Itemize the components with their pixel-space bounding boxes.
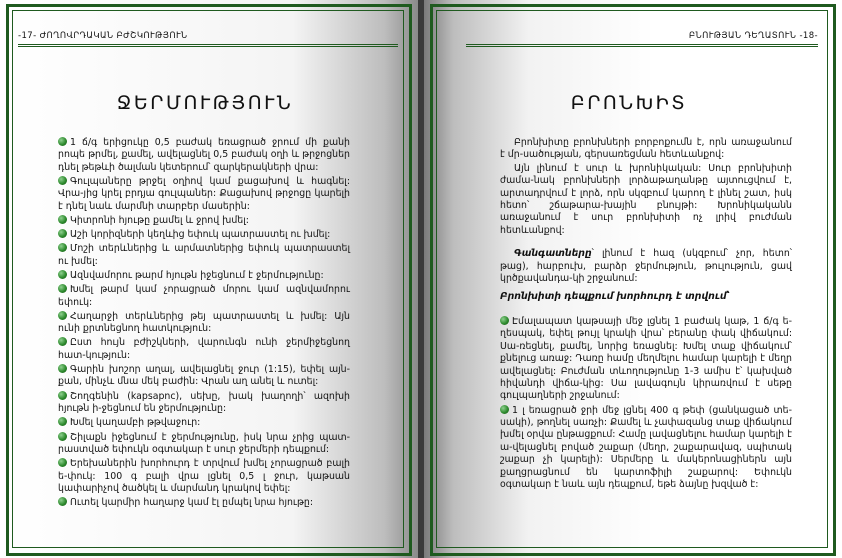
bullet-icon xyxy=(58,176,67,185)
bullet-icon xyxy=(58,137,67,146)
section-subheading: Բրոնխիտի դեպքում խորհուրդ է տրվում՝ xyxy=(500,291,730,303)
header-rule xyxy=(466,44,818,47)
left-page xyxy=(0,0,418,558)
list-item: Գուլպաները թրջել օղիով կամ քացախով և հագնել: Վրա-յից կրել բրդյա գուլպաներ: Քացախով թրջոցը կարելի է դնել նաև մարմնի տարբեր մասերին: xyxy=(58,176,350,212)
bullet-icon xyxy=(58,311,67,320)
bullet-icon xyxy=(58,497,67,506)
bullet-icon xyxy=(58,364,67,373)
bullet-icon xyxy=(58,417,67,426)
bullet-icon xyxy=(58,284,67,293)
bullet-icon xyxy=(58,270,67,279)
list-item: Խմել կաղամբի թթվաջուր: xyxy=(58,417,350,429)
list-item: Աշի կորիզների կեղևից եփուկ պատրաստել ու խմել: xyxy=(58,229,350,241)
list-item: Էմալապատ կաթսայի մեջ լցնել 1 բաժակ կաթ, 1 ճ/գ ե-ղեսպակ, եփել թույլ կրակի վրա՝ բերանը փակ վիճակում: Սա-ռեցնել, քամել, նորից եռացնել: Խմել տաք վիճակում՝ քնելուց առաջ: Դառը համը մեղմելու համար կարելի է մեղր ավելացնել: Բուժման տևողությունը 1-3 ամիս է՝ կախված հիվանդի վիճա-կից: Սա լավագույն կիրառվում է սեթը գուլպաղների շրջանում: xyxy=(500,315,792,402)
bullet-icon xyxy=(58,229,67,238)
page-body xyxy=(500,137,792,493)
symptoms-paragraph xyxy=(500,248,792,285)
bullet-icon xyxy=(500,405,509,414)
list-item: Կիտրոնի հյութը քամել և ջրով խմել: xyxy=(58,215,350,227)
list-item: Ուտել կարմիր հաղարջ կամ էլ ըմպել նրա հյութը: xyxy=(58,497,350,509)
bullet-icon xyxy=(500,316,509,325)
list-item: Մոշի տերևներից և արմատներից եփուկ պատրաստել ու խմել: xyxy=(58,243,350,267)
bullet-icon xyxy=(58,391,67,400)
list-item: 1 լ եռացրած ջրի մեջ լցնել 400 գ թեփ (ցանկացած տե-սակի), թողնել սառչի: Քամել և չափազանց տաք վիճակում խմել օրվա ընթացքում: Համը լավացնելու համար կարելի է ա-վելացնել բոված շաքար (մեղր, շաքարավազ, սպիտակ շաքար չի կարելի): Սերմերը և մակերոնացիներն այն քաղցրացնում են կարտոֆիլի շաքարով: Եփուկն օգտակար է նաև այն դեպքում, եթե ձայնը խզված է: xyxy=(500,404,792,490)
page-title: ԲՐՈՆԽԻՏ xyxy=(570,92,688,114)
header-rule xyxy=(18,44,398,47)
list-item: Հաղարջի տերևներից թեյ պատրաստել և խմել: Այն ունի քրտնեցնող հատկություն: xyxy=(58,310,350,335)
list-item: Ըստ հույն բժիշկների, վարունգն ունի ջերմիջեցնող հատ-կություն: xyxy=(58,337,350,361)
bullet-icon xyxy=(58,458,67,467)
right-page xyxy=(424,0,842,558)
paragraph: Այն լինում է սուր և խրոնիկական: Սուր բրոնխիտի ժամա-նակ բրոնխների լորձաթաղանթը այտուցվում է, արտադրվում է լորձ, որն սկզբում կարող է լինել շատ, իսկ հետո՝ շճաթարա-խային բնույթի: Խրոնիկականն առաջանում է սուր բրոնխիտի ոչ լրիվ բուժման հետևանքով: xyxy=(500,162,792,236)
bullet-icon xyxy=(58,337,67,346)
list-item: Գարին խոշոր աղալ, ավելացնել ջուր (1:15), եփել այն-քան, մինչև մնա մեկ բաժին: Վրան աղ անել և ուտել: xyxy=(58,364,350,388)
bullet-icon xyxy=(58,215,67,224)
page-header: ԲՆՈՒԹՅԱՆ ԴԵՂԱՏՈՒՆ -18- xyxy=(688,31,818,41)
list-item: Երեխաներին խորհուրդ է տրվում խմել չորացրած բալի ե-փուկ: 100 գ բալի վրա լցնել 0,5 լ ջուր, կաթսան կափարիչով ծածկել և մարմանդ կրակով եփել: xyxy=(58,458,350,494)
list-item: 1 ճ/գ երիցուկը 0,5 բաժակ եռացրած ջրում մի քանի րոպե թրմել, քամել, ավելացնել 0,5 բաժակ օղի և թրջոցներ դնել թեթևի ծալման կետերում՝ զարկերակների վրա: xyxy=(58,137,350,173)
symptoms-label: Գանգատները xyxy=(514,248,592,260)
list-item: Շիլաքն իջեցնում է ջերմությունը, իսկ նրա չրից պատ-րաստված եփուկն օգտակար է սուր ջերմերի դեպքում: xyxy=(58,431,350,455)
page-title: ՋԵՐՄՈՒԹՅՈՒՆ xyxy=(116,92,294,114)
list-item: Ազնվամորու թարմ հյութն իջեցնում է ջերմությունը: xyxy=(58,270,350,282)
bullet-icon xyxy=(58,243,67,252)
page-body xyxy=(58,137,350,511)
page-header: -17- ԺՈՂՈՎՐԴԱԿԱՆ ԲԺՇԿՈՒԹՅՈՒՆ xyxy=(18,31,188,41)
list-item: Խմել թարմ կամ չորացրած մորու կամ ազնվամորու եփուկ: xyxy=(58,284,350,308)
list-item: Շողգենին (kapsapnc), սեխը, խակ խաղողի՝ ազոխի հյութն ի-ջեցնում են ջերմությունը: xyxy=(58,390,350,415)
paragraph: Բրոնխիտը բրոնխների բորբոքումն է, որն առաջանում է մր-սածության, գերսառեցման հետևանքով: xyxy=(500,137,792,161)
symptoms-text: ՝ լինում է հազ (սկզբում՝ չոր, հետո՝ թաց), հարբուխ, բարձր ջերմություն, թուլություն, ցավ կրծքավանդա-կի շրջանում: xyxy=(500,248,792,285)
bullet-icon xyxy=(58,432,67,441)
